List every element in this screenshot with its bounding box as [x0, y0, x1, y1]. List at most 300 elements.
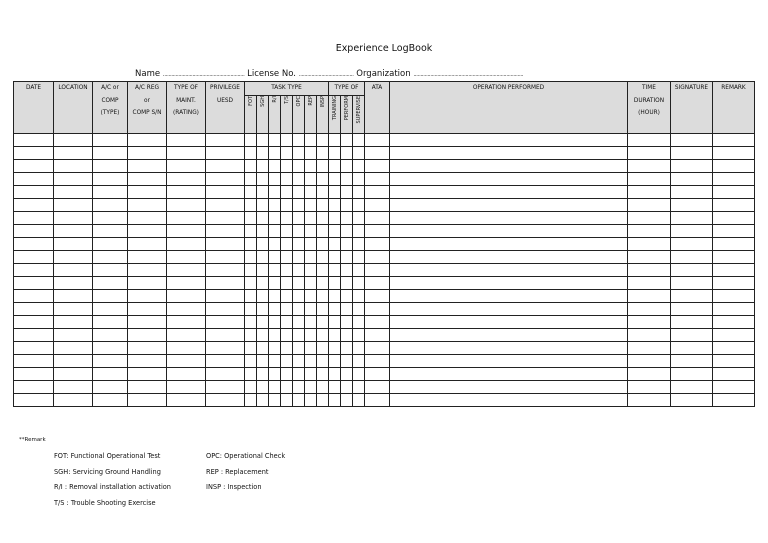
table-cell[interactable]	[257, 289, 269, 302]
table-cell[interactable]	[628, 237, 671, 250]
table-cell[interactable]	[93, 276, 128, 289]
table-cell[interactable]	[305, 224, 317, 237]
table-cell[interactable]	[317, 250, 329, 263]
table-cell[interactable]	[14, 315, 54, 328]
table-cell[interactable]	[390, 133, 628, 146]
table-cell[interactable]	[293, 367, 305, 380]
table-cell[interactable]	[329, 315, 341, 328]
table-cell[interactable]	[628, 276, 671, 289]
table-cell[interactable]	[128, 302, 167, 315]
table-cell[interactable]	[390, 224, 628, 237]
table-cell[interactable]	[329, 185, 341, 198]
table-cell[interactable]	[293, 198, 305, 211]
table-cell[interactable]	[305, 289, 317, 302]
table-cell[interactable]	[671, 133, 713, 146]
table-cell[interactable]	[353, 172, 365, 185]
table-cell[interactable]	[353, 146, 365, 159]
table-cell[interactable]	[317, 393, 329, 406]
table-cell[interactable]	[341, 159, 353, 172]
table-cell[interactable]	[365, 328, 390, 341]
table-cell[interactable]	[245, 224, 257, 237]
table-cell[interactable]	[293, 211, 305, 224]
table-cell[interactable]	[628, 302, 671, 315]
table-cell[interactable]	[365, 263, 390, 276]
table-cell[interactable]	[365, 354, 390, 367]
table-cell[interactable]	[93, 367, 128, 380]
table-cell[interactable]	[353, 211, 365, 224]
table-cell[interactable]	[713, 341, 755, 354]
table-cell[interactable]	[353, 185, 365, 198]
table-cell[interactable]	[713, 315, 755, 328]
table-cell[interactable]	[390, 250, 628, 263]
table-cell[interactable]	[390, 263, 628, 276]
table-cell[interactable]	[14, 133, 54, 146]
table-cell[interactable]	[317, 185, 329, 198]
table-cell[interactable]	[281, 380, 293, 393]
table-cell[interactable]	[281, 289, 293, 302]
table-cell[interactable]	[341, 289, 353, 302]
table-cell[interactable]	[245, 393, 257, 406]
table-cell[interactable]	[341, 133, 353, 146]
table-cell[interactable]	[628, 354, 671, 367]
table-cell[interactable]	[167, 250, 206, 263]
table-cell[interactable]	[14, 185, 54, 198]
table-cell[interactable]	[93, 159, 128, 172]
table-cell[interactable]	[671, 185, 713, 198]
table-cell[interactable]	[281, 159, 293, 172]
table-cell[interactable]	[365, 159, 390, 172]
table-cell[interactable]	[269, 250, 281, 263]
table-cell[interactable]	[167, 289, 206, 302]
table-cell[interactable]	[93, 263, 128, 276]
table-cell[interactable]	[54, 159, 93, 172]
table-cell[interactable]	[390, 211, 628, 224]
table-cell[interactable]	[167, 172, 206, 185]
table-cell[interactable]	[305, 276, 317, 289]
table-cell[interactable]	[128, 159, 167, 172]
table-cell[interactable]	[305, 354, 317, 367]
table-cell[interactable]	[713, 276, 755, 289]
table-cell[interactable]	[353, 250, 365, 263]
table-cell[interactable]	[245, 237, 257, 250]
table-cell[interactable]	[293, 185, 305, 198]
table-cell[interactable]	[390, 185, 628, 198]
table-cell[interactable]	[317, 237, 329, 250]
table-cell[interactable]	[128, 341, 167, 354]
table-cell[interactable]	[257, 393, 269, 406]
table-cell[interactable]	[671, 380, 713, 393]
table-cell[interactable]	[269, 315, 281, 328]
table-cell[interactable]	[365, 237, 390, 250]
table-cell[interactable]	[671, 302, 713, 315]
table-cell[interactable]	[257, 224, 269, 237]
table-cell[interactable]	[390, 380, 628, 393]
table-cell[interactable]	[305, 185, 317, 198]
table-cell[interactable]	[628, 211, 671, 224]
table-cell[interactable]	[329, 289, 341, 302]
table-cell[interactable]	[269, 146, 281, 159]
table-cell[interactable]	[317, 276, 329, 289]
table-cell[interactable]	[353, 367, 365, 380]
table-cell[interactable]	[317, 354, 329, 367]
table-cell[interactable]	[713, 263, 755, 276]
table-cell[interactable]	[305, 328, 317, 341]
table-cell[interactable]	[329, 302, 341, 315]
table-cell[interactable]	[167, 354, 206, 367]
table-cell[interactable]	[341, 237, 353, 250]
table-cell[interactable]	[269, 224, 281, 237]
table-cell[interactable]	[671, 198, 713, 211]
table-cell[interactable]	[341, 302, 353, 315]
table-cell[interactable]	[713, 393, 755, 406]
table-cell[interactable]	[329, 354, 341, 367]
table-cell[interactable]	[14, 250, 54, 263]
table-cell[interactable]	[390, 146, 628, 159]
table-cell[interactable]	[257, 276, 269, 289]
table-cell[interactable]	[329, 380, 341, 393]
table-cell[interactable]	[93, 237, 128, 250]
table-cell[interactable]	[628, 172, 671, 185]
table-cell[interactable]	[353, 380, 365, 393]
table-cell[interactable]	[54, 380, 93, 393]
table-cell[interactable]	[293, 146, 305, 159]
table-cell[interactable]	[329, 224, 341, 237]
table-cell[interactable]	[365, 172, 390, 185]
table-cell[interactable]	[93, 133, 128, 146]
table-cell[interactable]	[329, 198, 341, 211]
table-cell[interactable]	[341, 315, 353, 328]
table-cell[interactable]	[269, 237, 281, 250]
table-cell[interactable]	[713, 198, 755, 211]
table-cell[interactable]	[353, 393, 365, 406]
table-cell[interactable]	[671, 367, 713, 380]
table-cell[interactable]	[128, 211, 167, 224]
table-cell[interactable]	[671, 211, 713, 224]
table-cell[interactable]	[54, 393, 93, 406]
table-cell[interactable]	[671, 393, 713, 406]
table-cell[interactable]	[628, 263, 671, 276]
table-cell[interactable]	[390, 172, 628, 185]
table-cell[interactable]	[128, 224, 167, 237]
table-cell[interactable]	[269, 367, 281, 380]
table-cell[interactable]	[257, 146, 269, 159]
table-cell[interactable]	[341, 276, 353, 289]
table-cell[interactable]	[257, 328, 269, 341]
table-cell[interactable]	[390, 367, 628, 380]
table-cell[interactable]	[257, 198, 269, 211]
table-cell[interactable]	[245, 198, 257, 211]
table-cell[interactable]	[281, 367, 293, 380]
table-cell[interactable]	[14, 367, 54, 380]
table-cell[interactable]	[167, 276, 206, 289]
table-cell[interactable]	[245, 263, 257, 276]
table-cell[interactable]	[628, 133, 671, 146]
table-cell[interactable]	[671, 354, 713, 367]
table-cell[interactable]	[628, 380, 671, 393]
table-cell[interactable]	[353, 159, 365, 172]
table-cell[interactable]	[167, 224, 206, 237]
table-cell[interactable]	[281, 263, 293, 276]
table-cell[interactable]	[128, 328, 167, 341]
table-cell[interactable]	[317, 159, 329, 172]
table-cell[interactable]	[365, 198, 390, 211]
table-cell[interactable]	[257, 250, 269, 263]
table-cell[interactable]	[257, 302, 269, 315]
table-cell[interactable]	[390, 315, 628, 328]
table-cell[interactable]	[245, 250, 257, 263]
table-cell[interactable]	[293, 393, 305, 406]
table-cell[interactable]	[206, 211, 245, 224]
table-cell[interactable]	[341, 393, 353, 406]
table-cell[interactable]	[245, 211, 257, 224]
table-cell[interactable]	[341, 224, 353, 237]
table-cell[interactable]	[329, 172, 341, 185]
table-cell[interactable]	[14, 354, 54, 367]
table-cell[interactable]	[281, 393, 293, 406]
table-cell[interactable]	[305, 380, 317, 393]
table-cell[interactable]	[54, 354, 93, 367]
table-cell[interactable]	[54, 133, 93, 146]
table-cell[interactable]	[167, 380, 206, 393]
table-cell[interactable]	[305, 367, 317, 380]
table-cell[interactable]	[257, 315, 269, 328]
table-cell[interactable]	[341, 263, 353, 276]
table-cell[interactable]	[305, 250, 317, 263]
table-cell[interactable]	[206, 185, 245, 198]
table-cell[interactable]	[353, 133, 365, 146]
table-cell[interactable]	[93, 250, 128, 263]
table-cell[interactable]	[329, 276, 341, 289]
table-cell[interactable]	[54, 198, 93, 211]
table-cell[interactable]	[128, 237, 167, 250]
table-cell[interactable]	[628, 393, 671, 406]
table-cell[interactable]	[206, 198, 245, 211]
table-cell[interactable]	[93, 328, 128, 341]
table-cell[interactable]	[353, 263, 365, 276]
table-cell[interactable]	[365, 380, 390, 393]
table-cell[interactable]	[281, 185, 293, 198]
table-cell[interactable]	[317, 380, 329, 393]
table-cell[interactable]	[206, 354, 245, 367]
table-cell[interactable]	[390, 276, 628, 289]
table-cell[interactable]	[14, 237, 54, 250]
table-cell[interactable]	[390, 159, 628, 172]
table-cell[interactable]	[245, 380, 257, 393]
table-cell[interactable]	[245, 185, 257, 198]
table-cell[interactable]	[713, 367, 755, 380]
table-cell[interactable]	[257, 367, 269, 380]
table-cell[interactable]	[317, 341, 329, 354]
table-cell[interactable]	[390, 393, 628, 406]
table-cell[interactable]	[671, 250, 713, 263]
table-cell[interactable]	[128, 289, 167, 302]
table-cell[interactable]	[257, 159, 269, 172]
table-cell[interactable]	[167, 341, 206, 354]
table-cell[interactable]	[54, 237, 93, 250]
table-cell[interactable]	[14, 380, 54, 393]
table-cell[interactable]	[293, 133, 305, 146]
table-cell[interactable]	[54, 211, 93, 224]
table-cell[interactable]	[353, 302, 365, 315]
table-cell[interactable]	[341, 172, 353, 185]
table-cell[interactable]	[245, 172, 257, 185]
table-cell[interactable]	[305, 237, 317, 250]
table-cell[interactable]	[628, 224, 671, 237]
table-cell[interactable]	[713, 250, 755, 263]
table-cell[interactable]	[269, 380, 281, 393]
table-cell[interactable]	[713, 146, 755, 159]
table-cell[interactable]	[365, 393, 390, 406]
table-cell[interactable]	[167, 263, 206, 276]
table-cell[interactable]	[206, 146, 245, 159]
table-cell[interactable]	[293, 172, 305, 185]
table-cell[interactable]	[167, 211, 206, 224]
table-cell[interactable]	[269, 198, 281, 211]
table-cell[interactable]	[329, 263, 341, 276]
table-cell[interactable]	[341, 341, 353, 354]
table-cell[interactable]	[671, 341, 713, 354]
table-cell[interactable]	[269, 341, 281, 354]
table-cell[interactable]	[93, 354, 128, 367]
table-cell[interactable]	[245, 354, 257, 367]
table-cell[interactable]	[341, 211, 353, 224]
table-cell[interactable]	[353, 237, 365, 250]
table-cell[interactable]	[167, 146, 206, 159]
table-cell[interactable]	[206, 263, 245, 276]
table-cell[interactable]	[365, 224, 390, 237]
table-cell[interactable]	[281, 315, 293, 328]
table-cell[interactable]	[281, 276, 293, 289]
table-cell[interactable]	[293, 276, 305, 289]
table-cell[interactable]	[54, 250, 93, 263]
table-cell[interactable]	[93, 289, 128, 302]
table-cell[interactable]	[269, 263, 281, 276]
table-cell[interactable]	[317, 302, 329, 315]
table-cell[interactable]	[713, 211, 755, 224]
table-cell[interactable]	[365, 185, 390, 198]
table-cell[interactable]	[390, 289, 628, 302]
table-cell[interactable]	[245, 159, 257, 172]
table-cell[interactable]	[128, 185, 167, 198]
table-cell[interactable]	[305, 198, 317, 211]
table-cell[interactable]	[206, 237, 245, 250]
table-cell[interactable]	[390, 341, 628, 354]
table-cell[interactable]	[329, 393, 341, 406]
table-cell[interactable]	[206, 393, 245, 406]
table-cell[interactable]	[128, 393, 167, 406]
table-cell[interactable]	[93, 341, 128, 354]
table-cell[interactable]	[329, 159, 341, 172]
table-cell[interactable]	[353, 198, 365, 211]
table-cell[interactable]	[671, 328, 713, 341]
table-cell[interactable]	[206, 250, 245, 263]
table-cell[interactable]	[713, 302, 755, 315]
table-cell[interactable]	[671, 315, 713, 328]
table-cell[interactable]	[281, 198, 293, 211]
table-cell[interactable]	[671, 159, 713, 172]
table-cell[interactable]	[329, 211, 341, 224]
table-cell[interactable]	[128, 172, 167, 185]
table-cell[interactable]	[206, 341, 245, 354]
table-cell[interactable]	[54, 263, 93, 276]
table-cell[interactable]	[293, 341, 305, 354]
table-cell[interactable]	[390, 198, 628, 211]
table-cell[interactable]	[245, 133, 257, 146]
table-cell[interactable]	[390, 328, 628, 341]
table-cell[interactable]	[329, 237, 341, 250]
table-cell[interactable]	[671, 276, 713, 289]
table-cell[interactable]	[206, 133, 245, 146]
table-cell[interactable]	[353, 224, 365, 237]
table-cell[interactable]	[245, 367, 257, 380]
table-cell[interactable]	[281, 302, 293, 315]
table-cell[interactable]	[269, 328, 281, 341]
table-cell[interactable]	[317, 198, 329, 211]
table-cell[interactable]	[365, 302, 390, 315]
table-cell[interactable]	[54, 302, 93, 315]
table-cell[interactable]	[365, 250, 390, 263]
table-cell[interactable]	[713, 289, 755, 302]
table-cell[interactable]	[341, 146, 353, 159]
table-cell[interactable]	[54, 289, 93, 302]
table-cell[interactable]	[128, 133, 167, 146]
table-cell[interactable]	[167, 393, 206, 406]
table-cell[interactable]	[317, 146, 329, 159]
table-cell[interactable]	[128, 380, 167, 393]
table-cell[interactable]	[257, 341, 269, 354]
table-cell[interactable]	[293, 354, 305, 367]
table-cell[interactable]	[317, 289, 329, 302]
table-cell[interactable]	[329, 367, 341, 380]
table-cell[interactable]	[305, 172, 317, 185]
table-cell[interactable]	[341, 380, 353, 393]
table-cell[interactable]	[93, 211, 128, 224]
table-cell[interactable]	[353, 289, 365, 302]
table-cell[interactable]	[269, 159, 281, 172]
table-cell[interactable]	[54, 224, 93, 237]
table-cell[interactable]	[93, 198, 128, 211]
table-cell[interactable]	[628, 315, 671, 328]
table-cell[interactable]	[206, 224, 245, 237]
table-cell[interactable]	[14, 198, 54, 211]
table-cell[interactable]	[353, 328, 365, 341]
table-cell[interactable]	[365, 289, 390, 302]
table-cell[interactable]	[293, 380, 305, 393]
table-cell[interactable]	[93, 380, 128, 393]
table-cell[interactable]	[245, 146, 257, 159]
table-cell[interactable]	[93, 302, 128, 315]
table-cell[interactable]	[257, 185, 269, 198]
table-cell[interactable]	[269, 276, 281, 289]
table-cell[interactable]	[14, 211, 54, 224]
table-cell[interactable]	[329, 250, 341, 263]
table-cell[interactable]	[671, 146, 713, 159]
table-cell[interactable]	[713, 159, 755, 172]
table-cell[interactable]	[269, 211, 281, 224]
table-cell[interactable]	[305, 159, 317, 172]
table-cell[interactable]	[341, 185, 353, 198]
table-cell[interactable]	[281, 211, 293, 224]
table-cell[interactable]	[329, 341, 341, 354]
table-cell[interactable]	[128, 354, 167, 367]
table-cell[interactable]	[245, 302, 257, 315]
table-cell[interactable]	[713, 237, 755, 250]
table-cell[interactable]	[671, 263, 713, 276]
table-cell[interactable]	[317, 263, 329, 276]
table-cell[interactable]	[257, 211, 269, 224]
table-cell[interactable]	[390, 302, 628, 315]
table-cell[interactable]	[341, 198, 353, 211]
